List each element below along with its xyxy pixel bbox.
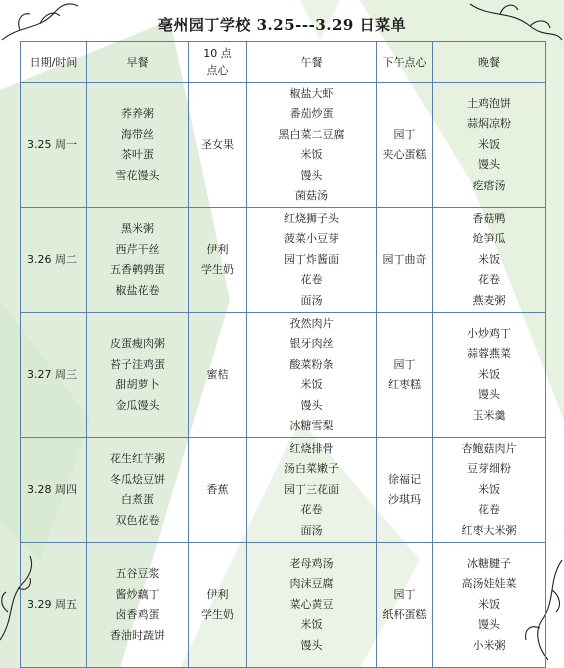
menu-cell-snack [189,543,247,668]
menu-item: 银牙肉丝 [289,337,334,350]
menu-cell-breakfast [87,313,189,438]
menu-item: 酱炒藕丁 [115,587,160,601]
menu-item: 西芹干丝 [115,242,160,256]
menu-item: 椒盐大虾 [289,86,334,100]
table-row [21,208,546,313]
menu-item: 汤白菜嫩子 [284,462,339,476]
header-snack [189,42,247,83]
menu-cell-afternoon [377,543,433,668]
menu-cell-breakfast [87,83,189,208]
menu-item: 沙琪玛 [388,493,421,506]
menu-item: 五香鹌鹑蛋 [110,263,165,276]
header-snack-line1: 10 点 [203,47,232,60]
menu-item: 花卷 [478,273,500,287]
day-date: 3.27 周三 [21,313,87,438]
menu-item: 蒜焖凉粉 [467,117,511,131]
menu-item: 小米粥 [472,638,506,652]
menu-cell-breakfast [87,543,189,668]
menu-cell-lunch [247,313,377,438]
day-date: 3.26 周二 [21,208,87,313]
menu-item: 学生奶 [201,263,234,276]
menu-item: 黑白菜二豆腐 [278,127,345,141]
menu-item: 玉米羹 [472,408,506,422]
menu-item: 伊利 [206,242,229,256]
menu-item: 园丁炸酱面 [284,252,339,266]
menu-item: 燕麦粥 [472,293,506,307]
menu-item: 苔子洼鸡蛋 [110,357,165,371]
menu-cell-snack [189,313,247,438]
menu-item: 园丁曲奇 [382,252,427,266]
menu-item: 面汤 [300,523,323,537]
menu-item: 双色花卷 [115,513,160,527]
menu-item: 杏鲍菇肉片 [461,441,517,455]
table-row [21,313,546,438]
menu-item: 花卷 [300,273,323,287]
menu-item: 老母鸡汤 [289,556,334,570]
menu-cell-snack [189,83,247,208]
menu-item: 菜心黄豆 [289,597,334,611]
menu-cell-lunch [247,543,377,668]
menu-item: 园丁 [393,127,416,141]
menu-item: 米饭 [478,482,500,496]
menu-cell-breakfast [87,208,189,313]
menu-title: 亳州园丁学校 3.25---3.29 日菜单 [157,16,407,34]
menu-cell-snack [189,438,247,543]
menu-cell-breakfast [87,438,189,543]
menu-item: 疙瘩汤 [472,178,506,192]
menu-item: 红烧狮子头 [284,211,339,225]
menu-item: 纸杯蛋糕 [382,608,427,621]
menu-item: 冰糖腱子 [467,556,511,570]
menu-item: 馒头 [478,158,500,172]
menu-cell-snack [189,208,247,313]
menu-item: 甜胡萝卜 [115,378,160,391]
menu-item: 豆芽细粉 [467,462,511,476]
menu-item: 高汤娃娃菜 [461,577,517,591]
menu-item: 馒头 [300,398,323,412]
menu-item: 菌菇汤 [295,189,328,202]
menu-item: 冰糖雪梨 [289,419,334,432]
menu-item: 花生红芋粥 [110,452,165,465]
menu-item: 学生奶 [201,608,234,621]
menu-cell-dinner [433,208,546,313]
menu-item: 园丁三花面 [284,482,339,496]
menu-cell-lunch [247,438,377,543]
menu-cell-dinner [433,313,546,438]
menu-cell-afternoon [377,438,433,543]
menu-item: 小炒鸡丁 [467,326,511,340]
menu-item: 红枣大米粥 [461,523,517,537]
menu-item: 米饭 [300,618,323,632]
header-snack-line2: 点心 [206,64,229,77]
header-afternoon: 下午点心 [377,42,433,83]
menu-item: 馒头 [478,388,500,402]
header-lunch: 午餐 [247,42,377,83]
menu-cell-dinner [433,438,546,543]
menu-item: 金瓜馒头 [115,398,160,412]
menu-cell-dinner [433,83,546,208]
menu-item: 肉沫豆腐 [289,577,334,591]
menu-item: 孜然肉片 [289,316,334,330]
menu-item: 雪花馒头 [115,168,160,182]
menu-cell-afternoon [377,208,433,313]
menu-item: 园丁 [393,587,416,601]
menu-item: 馒头 [300,638,323,652]
menu-item: 红枣糕 [388,378,421,391]
menu-item: 酸菜粉条 [289,357,334,371]
menu-cell-lunch [247,208,377,313]
menu-item: 香油时蔬饼 [110,628,165,642]
menu-item: 白煮蛋 [121,493,154,506]
menu-item: 香菇鸭 [472,211,506,225]
menu-item: 蜜桔 [206,367,229,381]
menu-item: 卤香鸡蛋 [115,608,160,621]
day-date: 3.25 周一 [21,83,87,208]
header-breakfast: 早餐 [87,42,189,83]
header-dinner: 晚餐 [433,42,546,83]
menu-item: 红烧排骨 [289,441,334,455]
menu-item: 圣女果 [201,137,234,151]
menu-item: 馒头 [300,168,323,182]
header-row [21,42,546,83]
menu-item: 黑米粥 [121,222,154,235]
menu-item: 伊利 [206,587,229,601]
menu-item: 米饭 [478,252,500,266]
menu-item: 花卷 [300,503,323,517]
menu-item: 馒头 [478,618,500,632]
menu-item: 炝笋瓜 [472,232,506,246]
menu-item: 五谷豆浆 [115,567,160,580]
menu-item: 蒜蓉燕菜 [467,347,511,361]
day-date: 3.29 周五 [21,543,87,668]
menu-item: 米饭 [300,378,323,391]
menu-cell-lunch [247,83,377,208]
menu-item: 荞养粥 [121,107,154,120]
menu-item: 米饭 [478,367,500,381]
menu-item: 夹心蛋糕 [382,148,427,161]
menu-item: 冬瓜烩豆饼 [110,472,165,486]
menu-cell-dinner [433,543,546,668]
menu-cell-afternoon [377,313,433,438]
menu-cell-afternoon [377,83,433,208]
menu-item: 米饭 [300,148,323,161]
menu-item: 米饭 [478,597,500,611]
menu-item: 米饭 [478,137,500,151]
menu-table [20,41,546,668]
menu-item: 土鸡泡饼 [467,96,511,110]
menu-item: 花卷 [478,503,500,517]
menu-item: 园丁 [393,357,416,371]
table-row [21,543,546,668]
menu-item: 海带丝 [121,127,154,141]
menu-item: 番茄炒蛋 [289,107,334,120]
day-date: 3.28 周四 [21,438,87,543]
menu-item: 茶叶蛋 [121,148,154,161]
menu-item: 皮蛋瘦肉粥 [110,337,165,350]
menu-item: 面汤 [300,293,323,307]
table-row [21,83,546,208]
menu-item: 菠菜小豆芽 [284,232,339,246]
header-date: 日期/时间 [21,42,87,83]
menu-item: 香蕉 [206,482,229,496]
table-row [21,438,546,543]
menu-item: 椒盐花卷 [115,283,160,297]
menu-item: 徐福记 [388,472,421,486]
